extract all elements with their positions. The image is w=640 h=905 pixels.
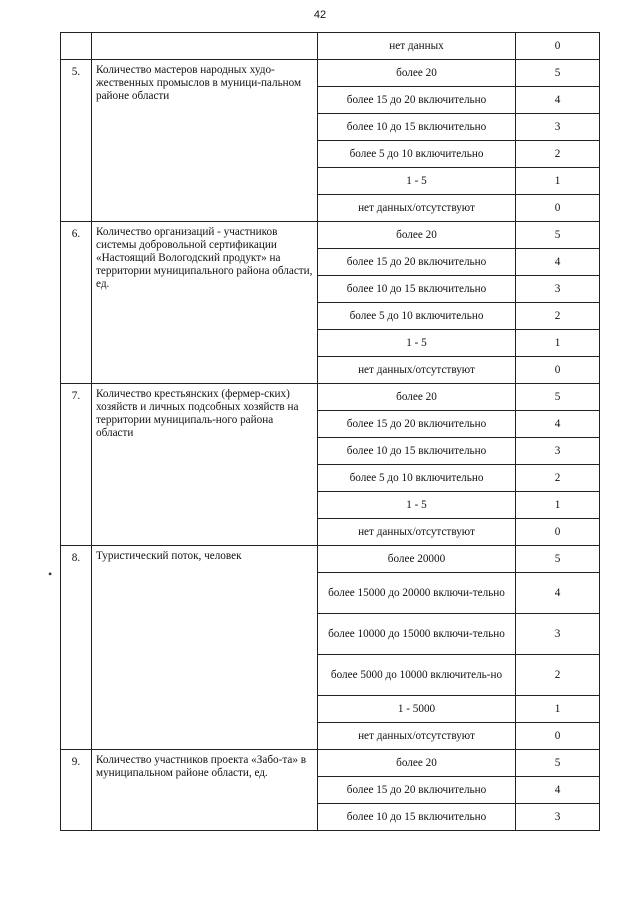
stray-mark: • xyxy=(48,567,53,581)
criterion-text: более 5 до 10 включительно xyxy=(318,141,516,168)
criterion-text: более 5000 до 10000 включитель-но xyxy=(318,655,516,696)
criterion-score: 3 xyxy=(516,804,600,831)
criterion-score: 0 xyxy=(516,519,600,546)
item-number: 6. xyxy=(61,222,92,384)
criterion-score: 2 xyxy=(516,465,600,492)
criterion-score: 1 xyxy=(516,696,600,723)
table-row xyxy=(61,750,600,777)
criterion-score: 3 xyxy=(516,438,600,465)
criterion-text: более 20 xyxy=(318,222,516,249)
criterion-score: 0 xyxy=(516,357,600,384)
criterion-text: более 10 до 15 включительно xyxy=(318,276,516,303)
criteria-table-body xyxy=(61,33,600,831)
criterion-score: 4 xyxy=(516,249,600,276)
criterion-text: более 10000 до 15000 включи-тельно xyxy=(318,614,516,655)
criterion-score: 5 xyxy=(516,546,600,573)
criterion-text: нет данных/отсутствуют xyxy=(318,195,516,222)
criterion-score: 1 xyxy=(516,492,600,519)
indicator-name: Туристический поток, человек xyxy=(92,546,318,750)
criterion-score: 4 xyxy=(516,87,600,114)
criterion-text: более 5 до 10 включительно xyxy=(318,465,516,492)
criterion-text: более 5 до 10 включительно xyxy=(318,303,516,330)
criterion-text: более 15 до 20 включительно xyxy=(318,249,516,276)
criterion-score: 4 xyxy=(516,777,600,804)
criterion-text: более 20 xyxy=(318,384,516,411)
criteria-table xyxy=(60,32,600,831)
criterion-score: 4 xyxy=(516,573,600,614)
item-number: 7. xyxy=(61,384,92,546)
criterion-text: более 15 до 20 включительно xyxy=(318,87,516,114)
criterion-score: 3 xyxy=(516,114,600,141)
table-row xyxy=(61,33,600,60)
table-row xyxy=(61,60,600,87)
criterion-score: 2 xyxy=(516,141,600,168)
criterion-text: 1 - 5 xyxy=(318,168,516,195)
table-row xyxy=(61,222,600,249)
criterion-text: более 20 xyxy=(318,750,516,777)
criterion-score: 4 xyxy=(516,411,600,438)
criterion-text: более 10 до 15 включительно xyxy=(318,438,516,465)
indicator-name: Количество мастеров народных худо-жественных промыслов в муници-пальном районе области xyxy=(92,60,318,222)
indicator-name: Количество крестьянских (фермер-ских) хозяйств и личных подсобных хозяйств на территории муниципаль-ного района области xyxy=(92,384,318,546)
criterion-score: 2 xyxy=(516,655,600,696)
criterion-text: нет данных/отсутствуют xyxy=(318,519,516,546)
criterion-score: 5 xyxy=(516,750,600,777)
criterion-text: более 15000 до 20000 включи-тельно xyxy=(318,573,516,614)
criterion-score: 1 xyxy=(516,330,600,357)
criterion-score: 3 xyxy=(516,614,600,655)
criterion-text: 1 - 5000 xyxy=(318,696,516,723)
criterion-text: более 15 до 20 включительно xyxy=(318,411,516,438)
page-number: 42 xyxy=(313,9,327,21)
table-row xyxy=(61,546,600,573)
criterion-score: 0 xyxy=(516,33,600,60)
item-number: 5. xyxy=(61,60,92,222)
criterion-text: более 15 до 20 включительно xyxy=(318,777,516,804)
criterion-text: более 20 xyxy=(318,60,516,87)
criterion-score: 0 xyxy=(516,723,600,750)
indicator-name: Количество участников проекта «Забо-та» в муниципальном районе области, ед. xyxy=(92,750,318,831)
item-number xyxy=(61,33,92,60)
item-number: 8. xyxy=(61,546,92,750)
criterion-score: 2 xyxy=(516,303,600,330)
indicator-name: Количество организаций - участников системы добровольной сертификации «Настоящий Вологодский продукт» на территории муниципального района области, ед. xyxy=(92,222,318,384)
indicator-name xyxy=(92,33,318,60)
criterion-text: 1 - 5 xyxy=(318,492,516,519)
item-number: 9. xyxy=(61,750,92,831)
criterion-score: 5 xyxy=(516,60,600,87)
criterion-text: 1 - 5 xyxy=(318,330,516,357)
criterion-score: 0 xyxy=(516,195,600,222)
criterion-score: 5 xyxy=(516,222,600,249)
criterion-score: 3 xyxy=(516,276,600,303)
criterion-text: нет данных xyxy=(318,33,516,60)
criterion-score: 1 xyxy=(516,168,600,195)
criterion-text: более 10 до 15 включительно xyxy=(318,114,516,141)
criterion-text: нет данных/отсутствуют xyxy=(318,723,516,750)
criterion-text: более 10 до 15 включительно xyxy=(318,804,516,831)
criterion-score: 5 xyxy=(516,384,600,411)
table-row xyxy=(61,384,600,411)
criterion-text: более 20000 xyxy=(318,546,516,573)
criterion-text: нет данных/отсутствуют xyxy=(318,357,516,384)
